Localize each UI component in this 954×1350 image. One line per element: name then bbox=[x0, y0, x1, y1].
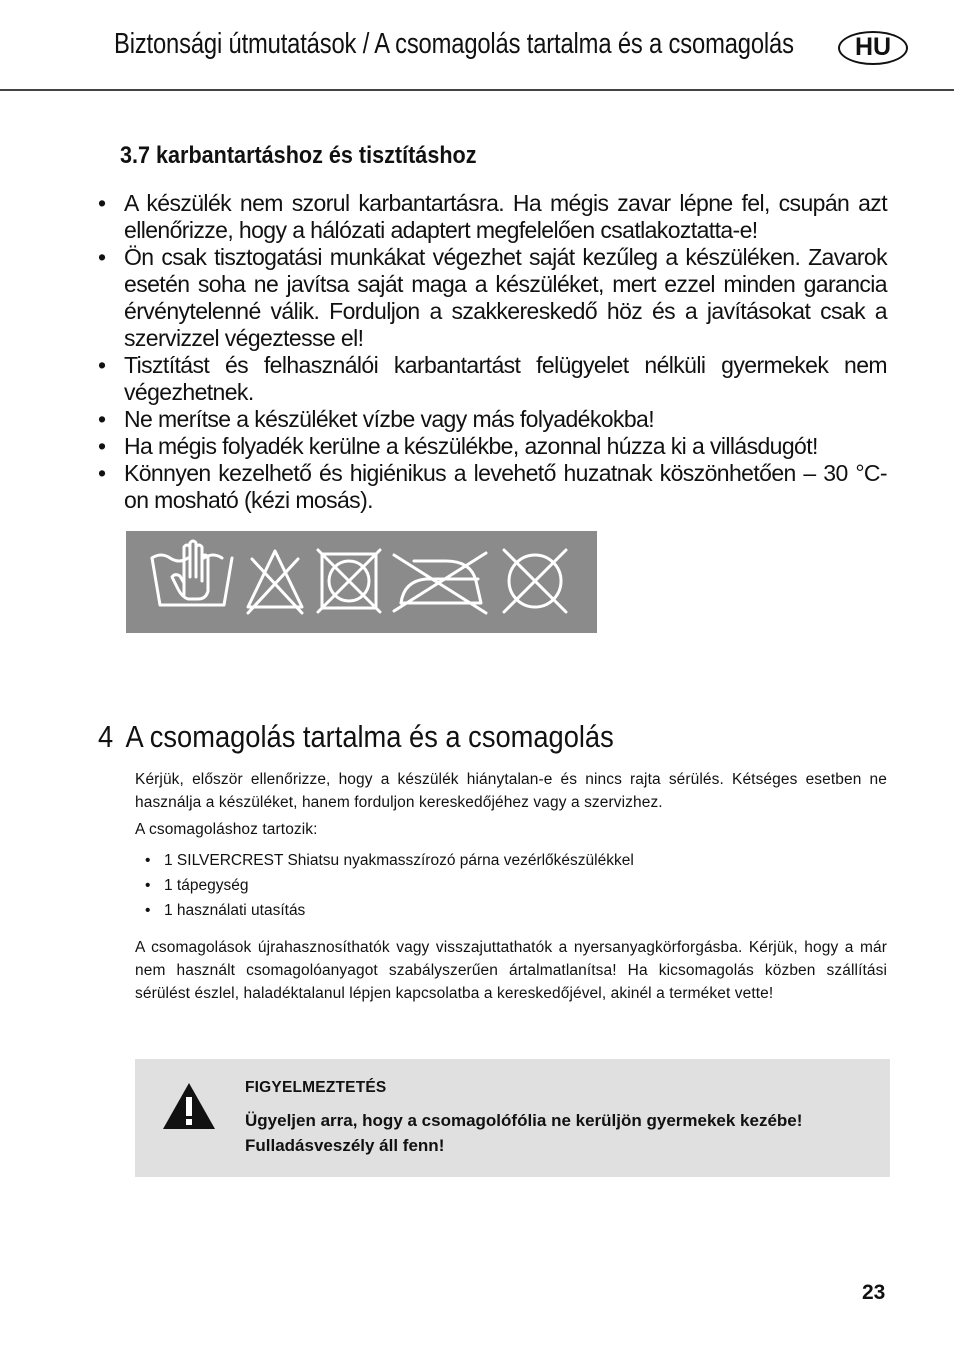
section-heading-4 bbox=[98, 719, 614, 755]
section-title: A csomagolás tartalma és a csomagolás bbox=[125, 719, 614, 754]
warning-title: FIGYELMEZTETÉS bbox=[245, 1079, 387, 1096]
list-item bbox=[98, 244, 887, 352]
bullet-icon: • bbox=[98, 406, 107, 432]
list-item bbox=[98, 433, 887, 460]
bullet-icon: • bbox=[145, 877, 151, 894]
list-item bbox=[98, 406, 887, 433]
list-item-text: Ön csak tisztogatási munkákat végezhet saját kezűleg a készüléken. Zavarok esetén soha ne javítsa saját maga a készüléket, mert ezzel minden garancia érvénytelenné válik. Forduljon a szakkereskedő höz és a javításokat csak a szervizzel végeztesse el! bbox=[124, 244, 887, 351]
warning-triangle-icon bbox=[161, 1081, 217, 1131]
no-dry-clean-icon bbox=[504, 550, 566, 612]
page-header bbox=[0, 0, 954, 90]
list-item-text: Ne merítse a készüléket vízbe vagy más folyadékokba! bbox=[124, 406, 655, 432]
care-symbols-panel bbox=[126, 531, 597, 633]
no-tumble-dry-icon bbox=[318, 550, 380, 612]
list-item-text: 1 tápegység bbox=[164, 877, 249, 894]
list-item-text: Ha mégis folyadék kerülne a készülékbe, azonnal húzza ki a villásdugót! bbox=[124, 433, 818, 459]
warning-box bbox=[135, 1059, 890, 1177]
header-title: Biztonsági útmutatások / A csomagolás tartalma és a csomagolás bbox=[114, 28, 794, 60]
list-item-text: A készülék nem szorul karbantartásra. Ha mégis zavar lépne fel, csupán azt ellenőrizze, hogy a hálózati adaptert megfelelően csatlakoztatta-e! bbox=[124, 190, 887, 243]
list-item-text: Tisztítást és felhasználói karbantartást felügyelet nélküli gyermekek nem végezhetnek. bbox=[124, 352, 887, 405]
list-item bbox=[145, 873, 634, 898]
section-number: 4 bbox=[98, 719, 114, 754]
list-item-text: Könnyen kezelhető és higiénikus a levehető huzatnak köszönhetően – 30 °C-on mosható (kézi mosás). bbox=[124, 460, 887, 513]
hand-wash-icon bbox=[152, 541, 232, 605]
list-item-text: 1 SILVERCREST Shiatsu nyakmasszírozó párna vezérlőkészülékkel bbox=[164, 852, 634, 869]
language-badge: HU bbox=[838, 31, 908, 65]
list-item bbox=[98, 190, 887, 244]
list-item bbox=[145, 848, 634, 873]
list-item bbox=[98, 352, 887, 406]
bullet-icon: • bbox=[98, 244, 107, 270]
warning-text: Ügyeljen arra, hogy a csomagolófólia ne kerüljön gyermekek kezébe! Fulladásveszély áll fenn! bbox=[245, 1111, 803, 1155]
bullet-icon: • bbox=[98, 460, 107, 486]
header-divider bbox=[0, 89, 954, 91]
bullet-icon: • bbox=[98, 190, 107, 216]
intro-paragraph: Kérjük, először ellenőrizze, hogy a készülék hiánytalan-e és nincs rajta sérülés. Kétséges esetben ne használja a készüléket, hanem forduljon kereskedőjéhez vagy a szervizhez. bbox=[135, 771, 887, 811]
recycling-paragraph: A csomagolások újrahasznosíthatók vagy visszajuttathatók a nyersanyagkörforgásba. Kérjük, hogy a már nem használt csomagolóanyagot szabályszerűen ártalmatlanítsa! Ha kicsomagolás közben szállítási sérülést észlel, haladéktalanul lépjen kapcsolatba a kereskedőjével, akinél a terméket vette! bbox=[135, 939, 887, 1002]
no-iron-icon bbox=[394, 553, 486, 613]
list-item bbox=[98, 460, 887, 514]
contents-label: A csomagoláshoz tartozik: bbox=[135, 821, 318, 838]
bullet-icon: • bbox=[98, 433, 107, 459]
care-symbols-graphic bbox=[126, 531, 597, 633]
list-item-text: 1 használati utasítás bbox=[164, 902, 306, 919]
bullet-icon: • bbox=[145, 902, 151, 919]
bullet-icon: • bbox=[98, 352, 107, 378]
section-heading-3-7: 3.7 karbantartáshoz és tisztításhoz bbox=[120, 142, 477, 169]
no-bleach-icon bbox=[248, 551, 302, 613]
bullet-icon: • bbox=[145, 852, 151, 869]
page-number: 23 bbox=[862, 1281, 886, 1304]
list-item bbox=[145, 898, 634, 923]
package-contents-list bbox=[145, 848, 634, 923]
maintenance-bullet-list bbox=[98, 190, 887, 514]
